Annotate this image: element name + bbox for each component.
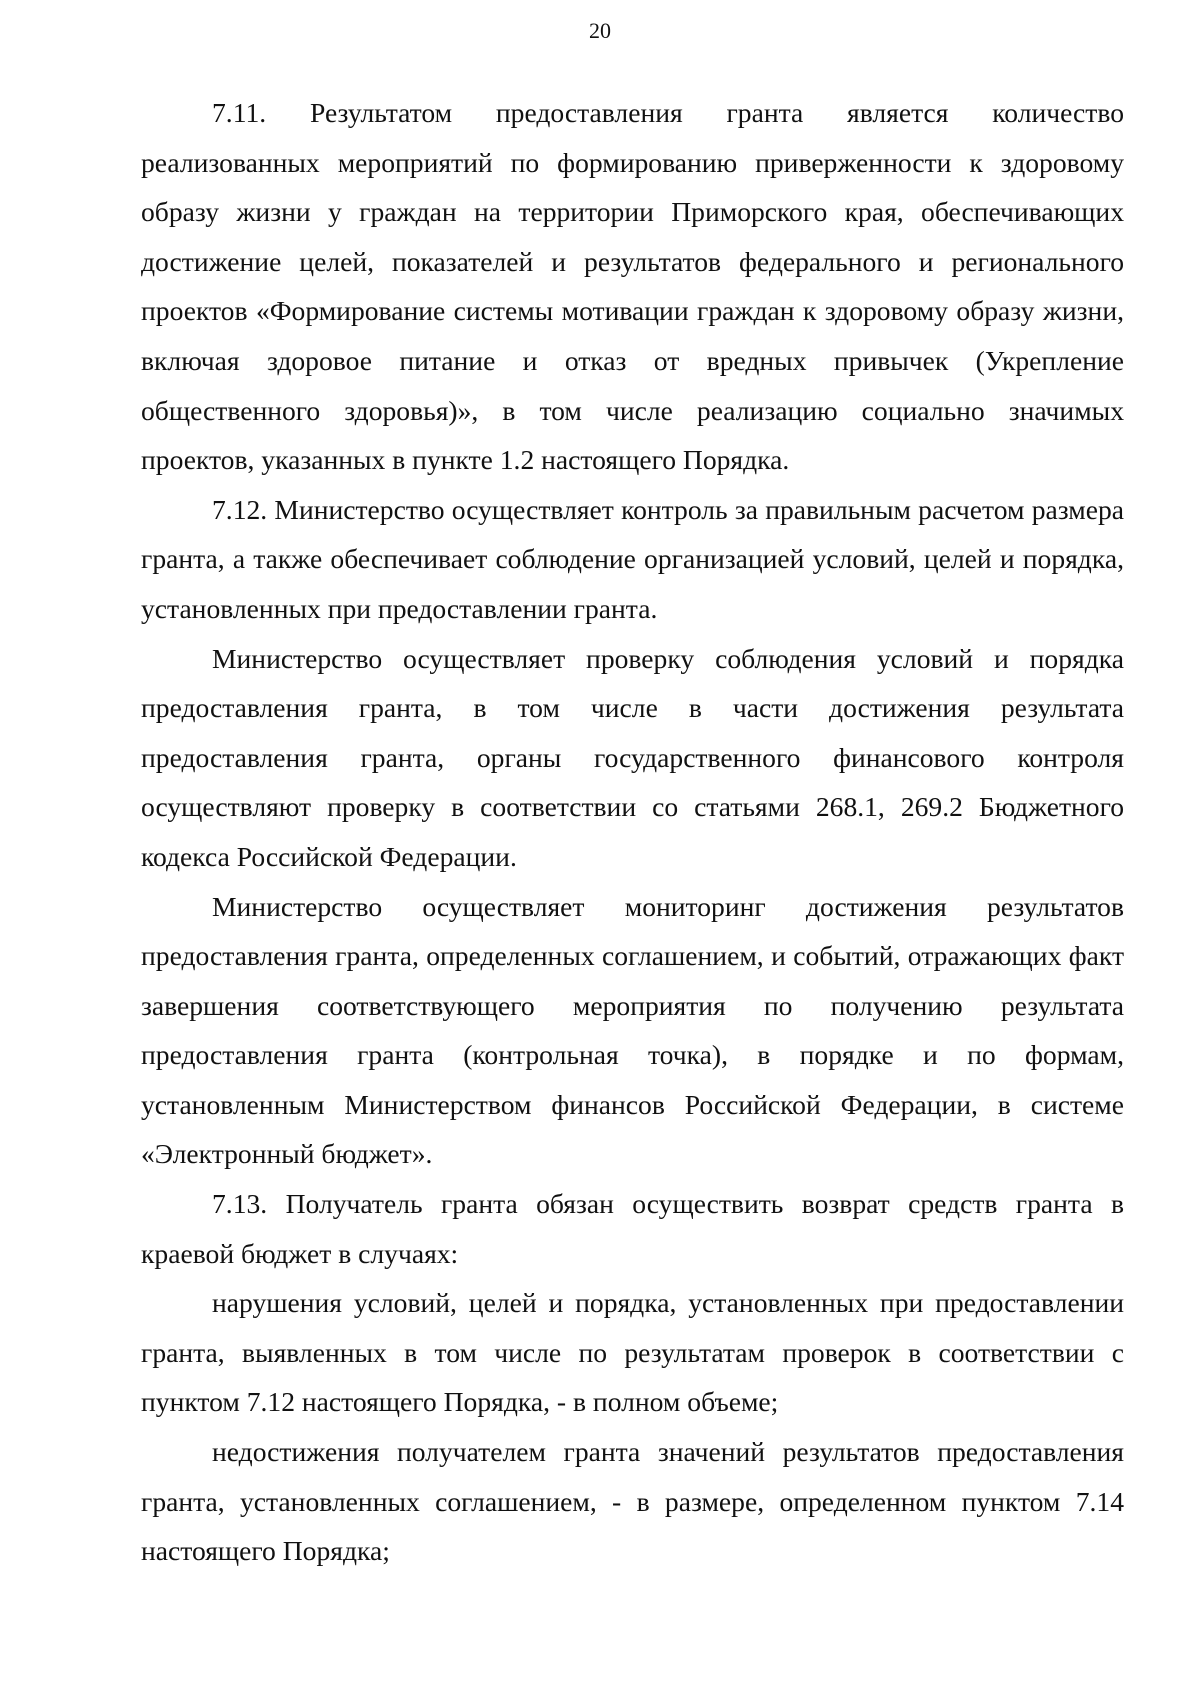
page-number: 20 [589,18,611,43]
paragraph-monitoring: Министерство осуществляет мониторинг достижения результатов предоставления гранта, определенных соглашением, и событий, отражающих факт завершения соответствующего мероприятия по получению результата предоставления гранта (контрольная точка), в порядке и по формам, установленным Министерством финансов Российской Федерации, в системе «Электронный бюджет». [141,890,1124,1170]
paragraph-7-13: 7.13. Получатель гранта обязан осуществить возврат средств гранта в краевой бюджет в случаях: [141,1188,1124,1269]
document-body [141,88,1124,1576]
paragraph-7-12: 7.12. Министерство осуществляет контроль за правильным расчетом размера гранта, а также обеспечивает соблюдение организацией условий, целей и порядка, установленных при предоставлении гранта. [141,493,1124,624]
paragraph-7-11: 7.11. Результатом предоставления гранта является количество реализованных мероприятий по формированию приверженности к здоровому образу жизни у граждан на территории Приморского края, обеспечивающих достижение целей, показателей и результатов федерального и регионального проектов «Формирование системы мотивации граждан к здоровому образу жизни, включая здоровое питание и отказ от вредных привычек (Укрепление общественного здоровья)», в том числе реализацию социально значимых проектов, указанных в пункте 1.2 настоящего Порядка. [141,97,1124,476]
paragraph-verification: Министерство осуществляет проверку соблюдения условий и порядка предоставления гранта, в том числе в части достижения результата предоставления гранта, органы государственного финансового контроля осуществляют проверку в соответствии со статьями 268.1, 269.2 Бюджетного кодекса Российской Федерации. [141,642,1124,872]
paragraph-violation-case: нарушения условий, целей и порядка, установленных при предоставлении гранта, выявленных в том числе по результатам проверок в соответствии с пунктом 7.12 настоящего Порядка, - в полном объеме; [141,1287,1124,1418]
paragraph-non-achievement-case: недостижения получателем гранта значений результатов предоставления гранта, установленных соглашением, - в размере, определенном пунктом 7.14 настоящего Порядка; [141,1436,1124,1567]
